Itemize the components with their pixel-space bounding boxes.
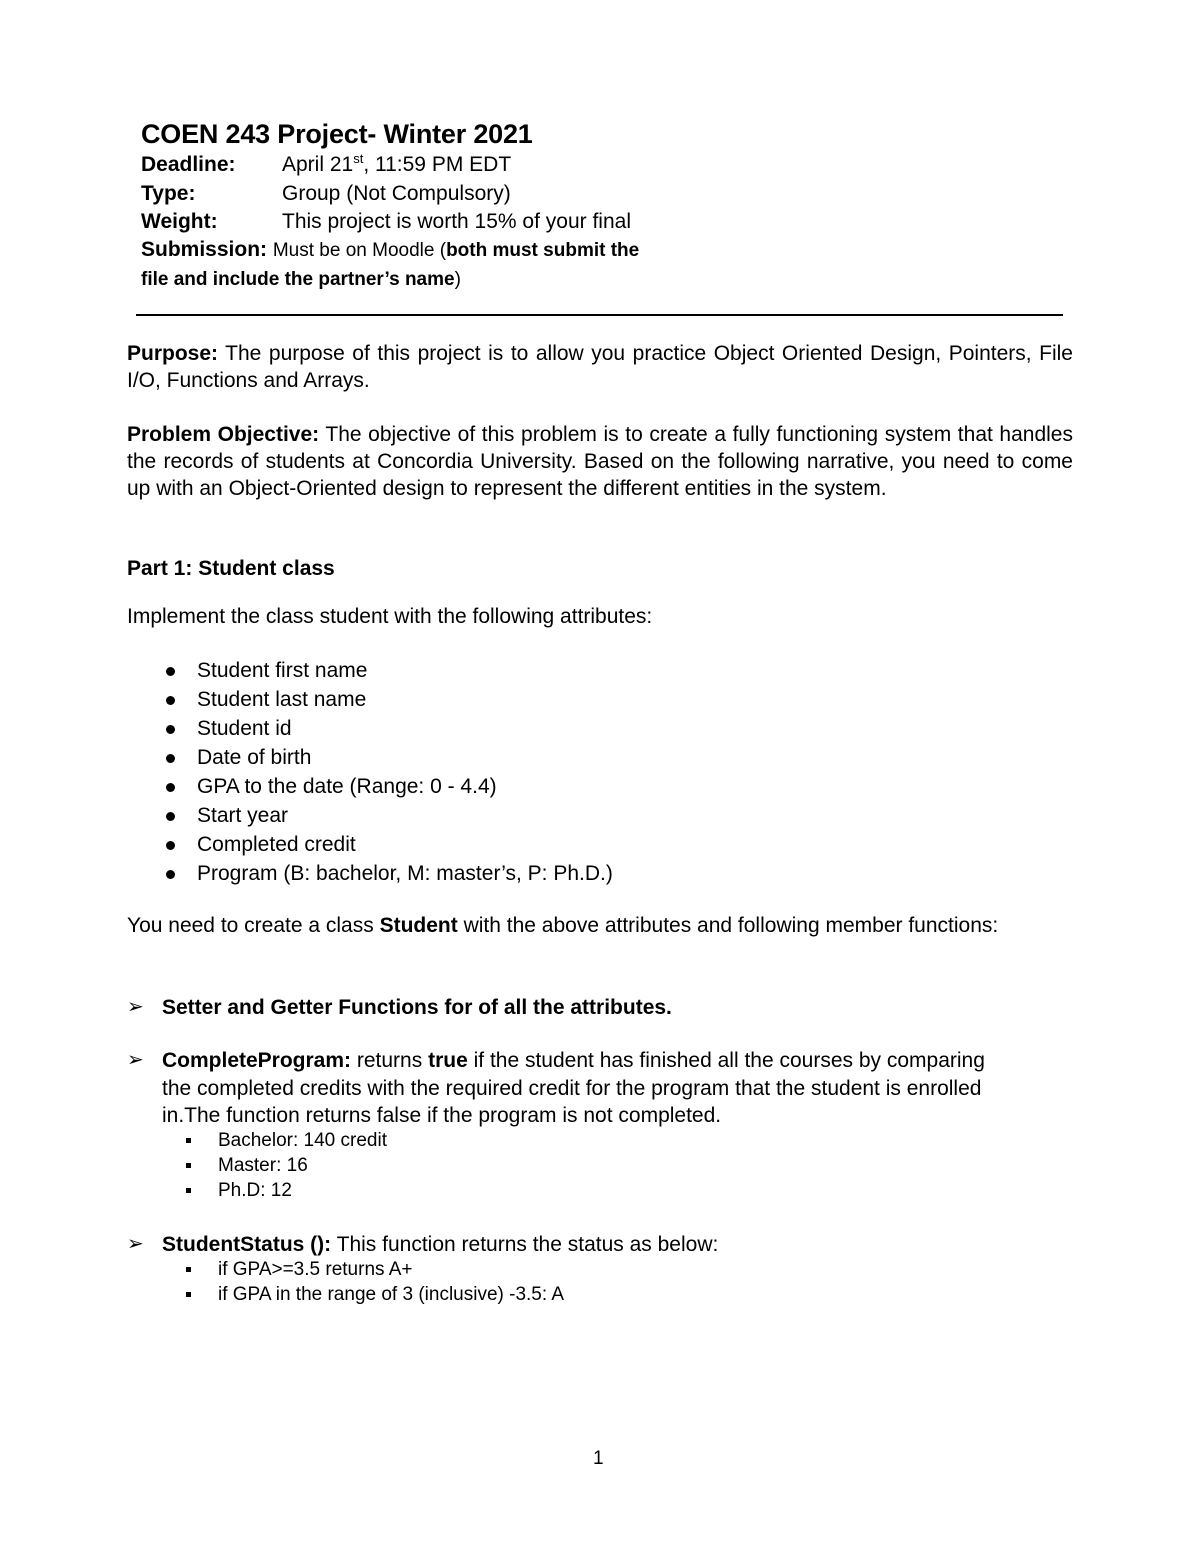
deadline-label: Deadline: — [141, 153, 236, 176]
class-paragraph: You need to create a class Student with the above attributes and following member functions: — [127, 914, 999, 937]
list-item: Program (B: bachelor, M: master’s, P: Ph.D.) — [160, 859, 613, 888]
list-item: GPA to the date (Range: 0 - 4.4) — [160, 772, 613, 801]
setter-getter-item — [127, 994, 1042, 1022]
list-item: Student id — [160, 714, 613, 743]
arrow-bullet-icon: ➢ — [127, 1233, 144, 1255]
submission-row — [141, 238, 639, 262]
square-bullet-icon — [186, 1163, 191, 1168]
bullet-icon — [166, 725, 175, 734]
purpose-label: Purpose: — [127, 342, 219, 365]
attribute-list — [160, 656, 613, 888]
list-item: Master: 16 — [183, 1153, 387, 1178]
list-item: Completed credit — [160, 830, 613, 859]
credit-list — [183, 1128, 387, 1203]
list-item: Date of birth — [160, 743, 613, 772]
purpose-text: The purpose of this project is to allow you practice Object Oriented Design, Pointers, File I/O, Functions and Arrays. — [127, 342, 1073, 392]
setter-getter-text: Setter and Getter Functions for of all the attributes. — [162, 996, 672, 1019]
square-bullet-icon — [186, 1292, 191, 1297]
submission-row-2 — [141, 267, 461, 291]
submission-close: ) — [454, 269, 461, 290]
bullet-icon — [166, 812, 175, 821]
arrow-bullet-icon: ➢ — [127, 996, 144, 1018]
document-title: COEN 243 Project- Winter 2021 — [141, 119, 533, 149]
status-rule-list — [183, 1257, 564, 1307]
type-label: Type: — [141, 182, 196, 205]
bullet-icon — [166, 870, 175, 879]
bullet-icon — [166, 696, 175, 705]
square-bullet-icon — [186, 1267, 191, 1272]
objective-text: The objective of this problem is to create a fully functioning system that handles the records of students at Concordia University. Based on the following narrative, you need to come up with an Object-Oriented design to represent the different entities in the system. — [127, 423, 1073, 500]
deadline-row — [141, 153, 511, 177]
part1-intro: Implement the class student with the following attributes: — [127, 605, 653, 628]
bullet-icon — [166, 754, 175, 763]
student-status-item — [127, 1231, 1042, 1259]
type-value: Group (Not Compulsory) — [282, 182, 511, 205]
weight-value: This project is worth 15% of your final — [282, 210, 631, 233]
complete-program-item — [127, 1047, 1012, 1130]
function-name: StudentStatus (): — [162, 1233, 332, 1256]
square-bullet-icon — [186, 1138, 191, 1143]
page-number: 1 — [593, 1448, 604, 1469]
square-bullet-icon — [186, 1188, 191, 1193]
list-item: if GPA in the range of 3 (inclusive) -3.5: A — [183, 1282, 564, 1307]
weight-row — [141, 210, 631, 234]
student-status-text: StudentStatus (): This function returns the status as below: — [162, 1233, 719, 1256]
bullet-icon — [166, 783, 175, 792]
arrow-bullet-icon: ➢ — [127, 1049, 144, 1071]
complete-program-text: CompleteProgram: returns true if the student has finished all the courses by comparing the completed credits with the required credit for the program that the student is enrolled in.The function returns false if the program is not completed. — [162, 1049, 985, 1127]
bullet-icon — [166, 667, 175, 676]
function-name: CompleteProgram: — [162, 1049, 352, 1072]
list-item: Student first name — [160, 656, 613, 685]
submission-label: Submission: — [141, 238, 268, 261]
list-item: Ph.D: 12 — [183, 1178, 387, 1203]
objective-paragraph — [127, 421, 1073, 502]
submission-note-line1: both must submit the — [446, 240, 640, 261]
type-row — [141, 182, 511, 206]
weight-label: Weight: — [141, 210, 218, 233]
list-item: Student last name — [160, 685, 613, 714]
deadline-value: April 21st, 11:59 PM EDT — [282, 151, 512, 176]
bullet-icon — [166, 841, 175, 850]
purpose-paragraph — [127, 340, 1073, 394]
list-item: Bachelor: 140 credit — [183, 1128, 387, 1153]
list-item: if GPA>=3.5 returns A+ — [183, 1257, 564, 1282]
class-name: Student — [379, 914, 458, 937]
objective-label: Problem Objective: — [127, 423, 320, 446]
submission-value: Must be on Moodle ( — [272, 240, 447, 261]
part1-heading: Part 1: Student class — [127, 557, 335, 580]
list-item: Start year — [160, 801, 613, 830]
header-divider — [136, 314, 1063, 316]
submission-note-line2: file and include the partner’s name — [141, 269, 455, 290]
